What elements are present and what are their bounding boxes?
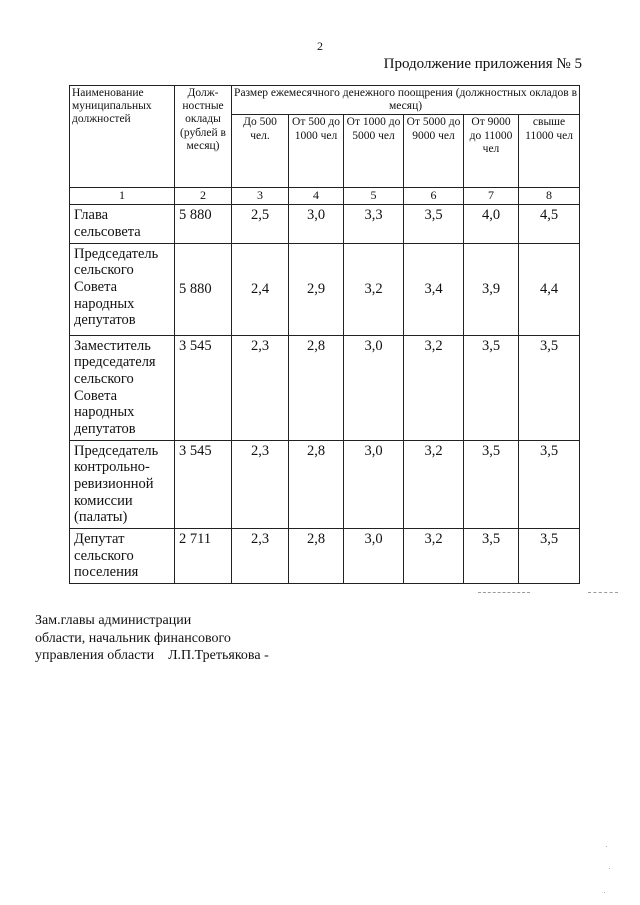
row-value: 3,5 [464,335,519,440]
signature-block [35,612,269,665]
row-value: 2,3 [232,335,289,440]
signature-name: Л.П.Третьякова [168,648,261,663]
row-salary: 5 880 [175,205,232,243]
row-value: 2,8 [289,440,344,528]
header-bonus-col: От 1000 до 5000 чел [344,115,404,188]
signature-role: управления области [35,648,155,663]
signature-line-1: Зам.главы администрации [35,613,192,628]
row-value: 4,4 [519,243,580,335]
column-number: 6 [404,188,464,205]
page-number: 2 [317,39,323,53]
row-salary: 3 545 [175,440,232,528]
header-bonus-col: До 500 чел. [232,115,289,188]
row-value: 2,8 [289,335,344,440]
row-value: 2,5 [232,205,289,243]
row-value: 3,5 [464,440,519,528]
row-value: 3,0 [289,205,344,243]
scan-artifact-line [588,592,618,593]
appendix-title: Продолжение приложения № 5 [383,56,582,72]
header-bonus-col: От 5000 до 9000 чел [404,115,464,188]
row-value: 4,5 [519,205,580,243]
row-value: 3,9 [464,243,519,335]
scan-artifact-dot [604,892,605,893]
column-number: 5 [344,188,404,205]
header-bonus-group: Размер ежемесячного денежного поощрения (должностных окладов в месяц) [232,86,580,115]
row-value: 2,4 [232,243,289,335]
header-bonus-col: свыше 11000 чел [519,115,580,188]
row-value: 3,2 [404,335,464,440]
signature-line-2: области, начальник финансового [35,630,231,646]
row-value: 3,0 [344,440,404,528]
scan-artifact-line [478,592,530,593]
row-value: 2,8 [289,528,344,583]
row-value: 2,3 [232,440,289,528]
row-salary: 5 880 [175,243,232,335]
row-value: 3,5 [519,440,580,528]
row-value: 2,9 [289,243,344,335]
row-salary: 3 545 [175,335,232,440]
scan-artifact-dot [609,868,610,869]
row-value: 3,2 [344,243,404,335]
row-salary: 2 711 [175,528,232,583]
header-bonus-col: От 9000 до 11000 чел [464,115,519,188]
column-number: 3 [232,188,289,205]
row-value: 3,5 [404,205,464,243]
header-salary: Долж-ностные оклады (рублей в месяц) [175,86,232,188]
column-number: 1 [70,188,175,205]
row-value: 3,5 [519,335,580,440]
row-value: 3,4 [404,243,464,335]
row-value: 3,0 [344,335,404,440]
row-value: 3,5 [519,528,580,583]
row-value: 3,0 [344,528,404,583]
scan-artifact-dot [606,846,607,847]
column-number: 8 [519,188,580,205]
salary-table [69,85,580,584]
signature-line-3: управления области Л.П.Третьякова - [35,648,269,663]
row-position: Заместитель председателя сельского Совета народных депутатов [70,335,175,440]
row-position: Председатель контрольно-ревизионной комиссии (палаты) [70,440,175,528]
table-row [70,243,580,335]
row-value: 4,0 [464,205,519,243]
row-value: 3,5 [464,528,519,583]
header-bonus-col: От 500 до 1000 чел [289,115,344,188]
table-row [70,335,580,440]
table-row [70,205,580,243]
row-position: Депутат сельского поселения [70,528,175,583]
column-numbers-row [70,188,580,205]
table-row [70,440,580,528]
row-position: Председатель сельского Совета народных депутатов [70,243,175,335]
table-row [70,528,580,583]
row-position: Глава сельсовета [70,205,175,243]
header-position: Наименование муниципальных должностей [70,86,175,188]
row-value: 3,2 [404,528,464,583]
row-value: 3,3 [344,205,404,243]
column-number: 7 [464,188,519,205]
column-number: 4 [289,188,344,205]
row-value: 2,3 [232,528,289,583]
row-value: 3,2 [404,440,464,528]
column-number: 2 [175,188,232,205]
